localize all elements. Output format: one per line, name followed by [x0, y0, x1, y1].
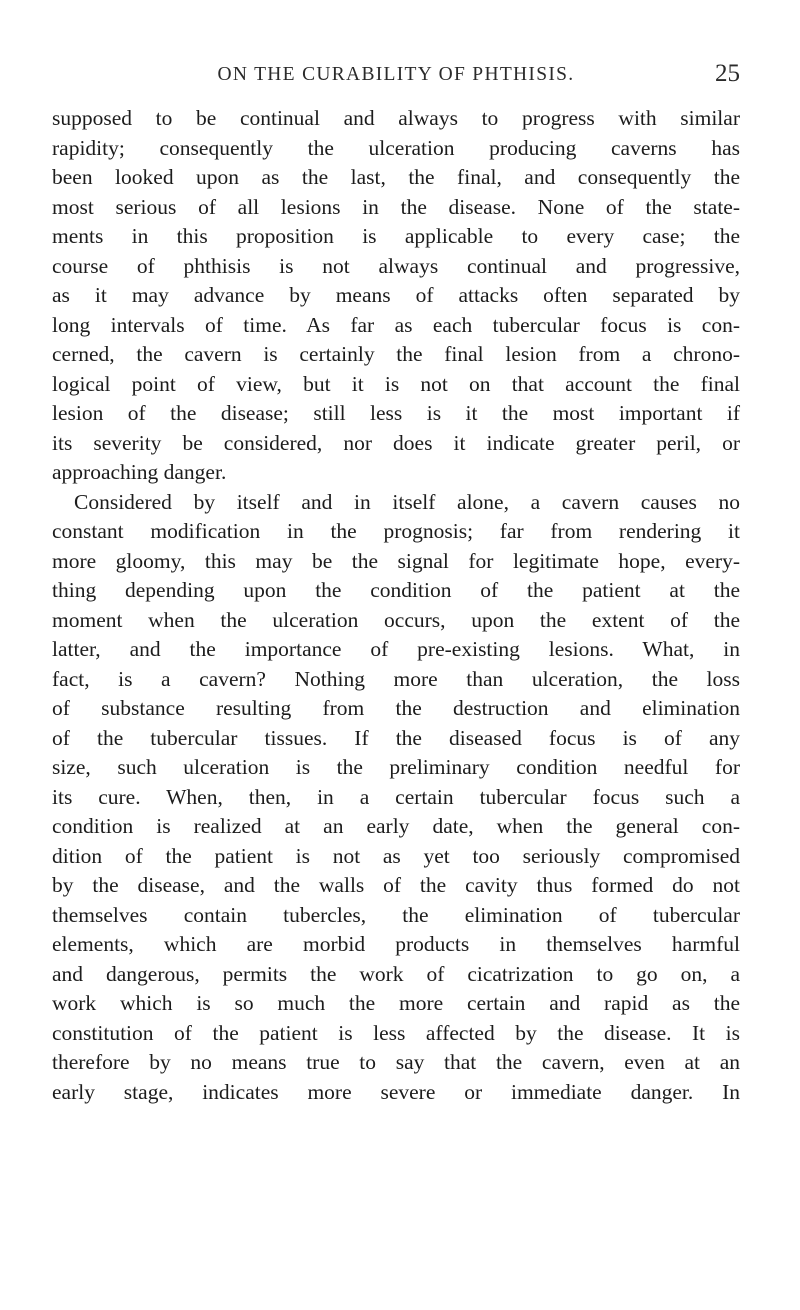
text-line: long intervals of time. As far as each tubercular focus is con- [52, 312, 740, 337]
text-line: themselves contain tubercles, the elimination of tubercular [52, 902, 740, 927]
text-line: been looked upon as the last, the final, and consequently the [52, 165, 740, 189]
text-line: and dangerous, permits the work of cicatrization to go on, a [52, 961, 740, 986]
text-line: dition of the patient is not as yet too seriously compromised [52, 843, 740, 868]
text-line: supposed to be continual and always to progress with similar [52, 106, 740, 130]
text-line: latter, and the importance of pre-existing lesions. What, in [52, 637, 740, 661]
text-line: of substance resulting from the destruction and elimination [52, 696, 740, 720]
text-line: fact, is a cavern? Nothing more than ulceration, the loss [52, 666, 740, 691]
text-line: size, such ulceration is the preliminary condition needful for [52, 755, 740, 779]
text-line: thing depending upon the condition of the patient at the [52, 578, 740, 602]
page-number: 25 [715, 60, 740, 87]
text-line: therefore by no means true to say that the cavern, even at an [52, 1050, 740, 1074]
text-line: ments in this proposition is applicable to every case; the [52, 224, 740, 248]
text-line: by the disease, and the walls of the cavity thus formed do not [52, 873, 740, 897]
text-line: early stage, indicates more severe or immediate danger. In [52, 1079, 740, 1104]
text-line: of the tubercular tissues. If the diseased focus is of any [52, 725, 740, 750]
text-line: as it may advance by means of attacks often separated by [52, 283, 740, 307]
text-line: work which is so much the more certain and rapid as the [52, 991, 740, 1015]
running-head [52, 60, 740, 94]
text-line: its severity be considered, nor does it indicate greater peril, or [52, 430, 740, 455]
text-line: most serious of all lesions in the disease. None of the state- [52, 194, 740, 219]
text-line: constant modification in the prognosis; far from rendering it [52, 519, 740, 543]
text-line: more gloomy, this may be the signal for legitimate hope, every- [52, 548, 740, 573]
text-line: Considered by itself and in itself alone, a cavern causes no [74, 489, 740, 514]
text-line: moment when the ulceration occurs, upon the extent of the [52, 607, 740, 632]
text-line: course of phthisis is not always continual and progressive, [52, 253, 740, 278]
text-line: cerned, the cavern is certainly the final lesion from a chrono- [52, 342, 740, 366]
text-line: its cure. When, then, in a certain tubercular focus such a [52, 784, 740, 809]
text-line: logical point of view, but it is not on that account the final [52, 371, 740, 396]
body-text [52, 104, 740, 1107]
text-line: condition is realized at an early date, when the general con- [52, 814, 740, 838]
text-line: lesion of the disease; still less is it the most important if [52, 401, 740, 425]
running-title: ON THE CURABILITY OF PHTHISIS. [217, 64, 575, 85]
text-line: constitution of the patient is less affected by the disease. It is [52, 1020, 740, 1045]
text-line: elements, which are morbid products in themselves harmful [52, 932, 740, 956]
text-line: approaching danger. [52, 460, 227, 484]
text-line: rapidity; consequently the ulceration producing caverns has [52, 135, 740, 160]
